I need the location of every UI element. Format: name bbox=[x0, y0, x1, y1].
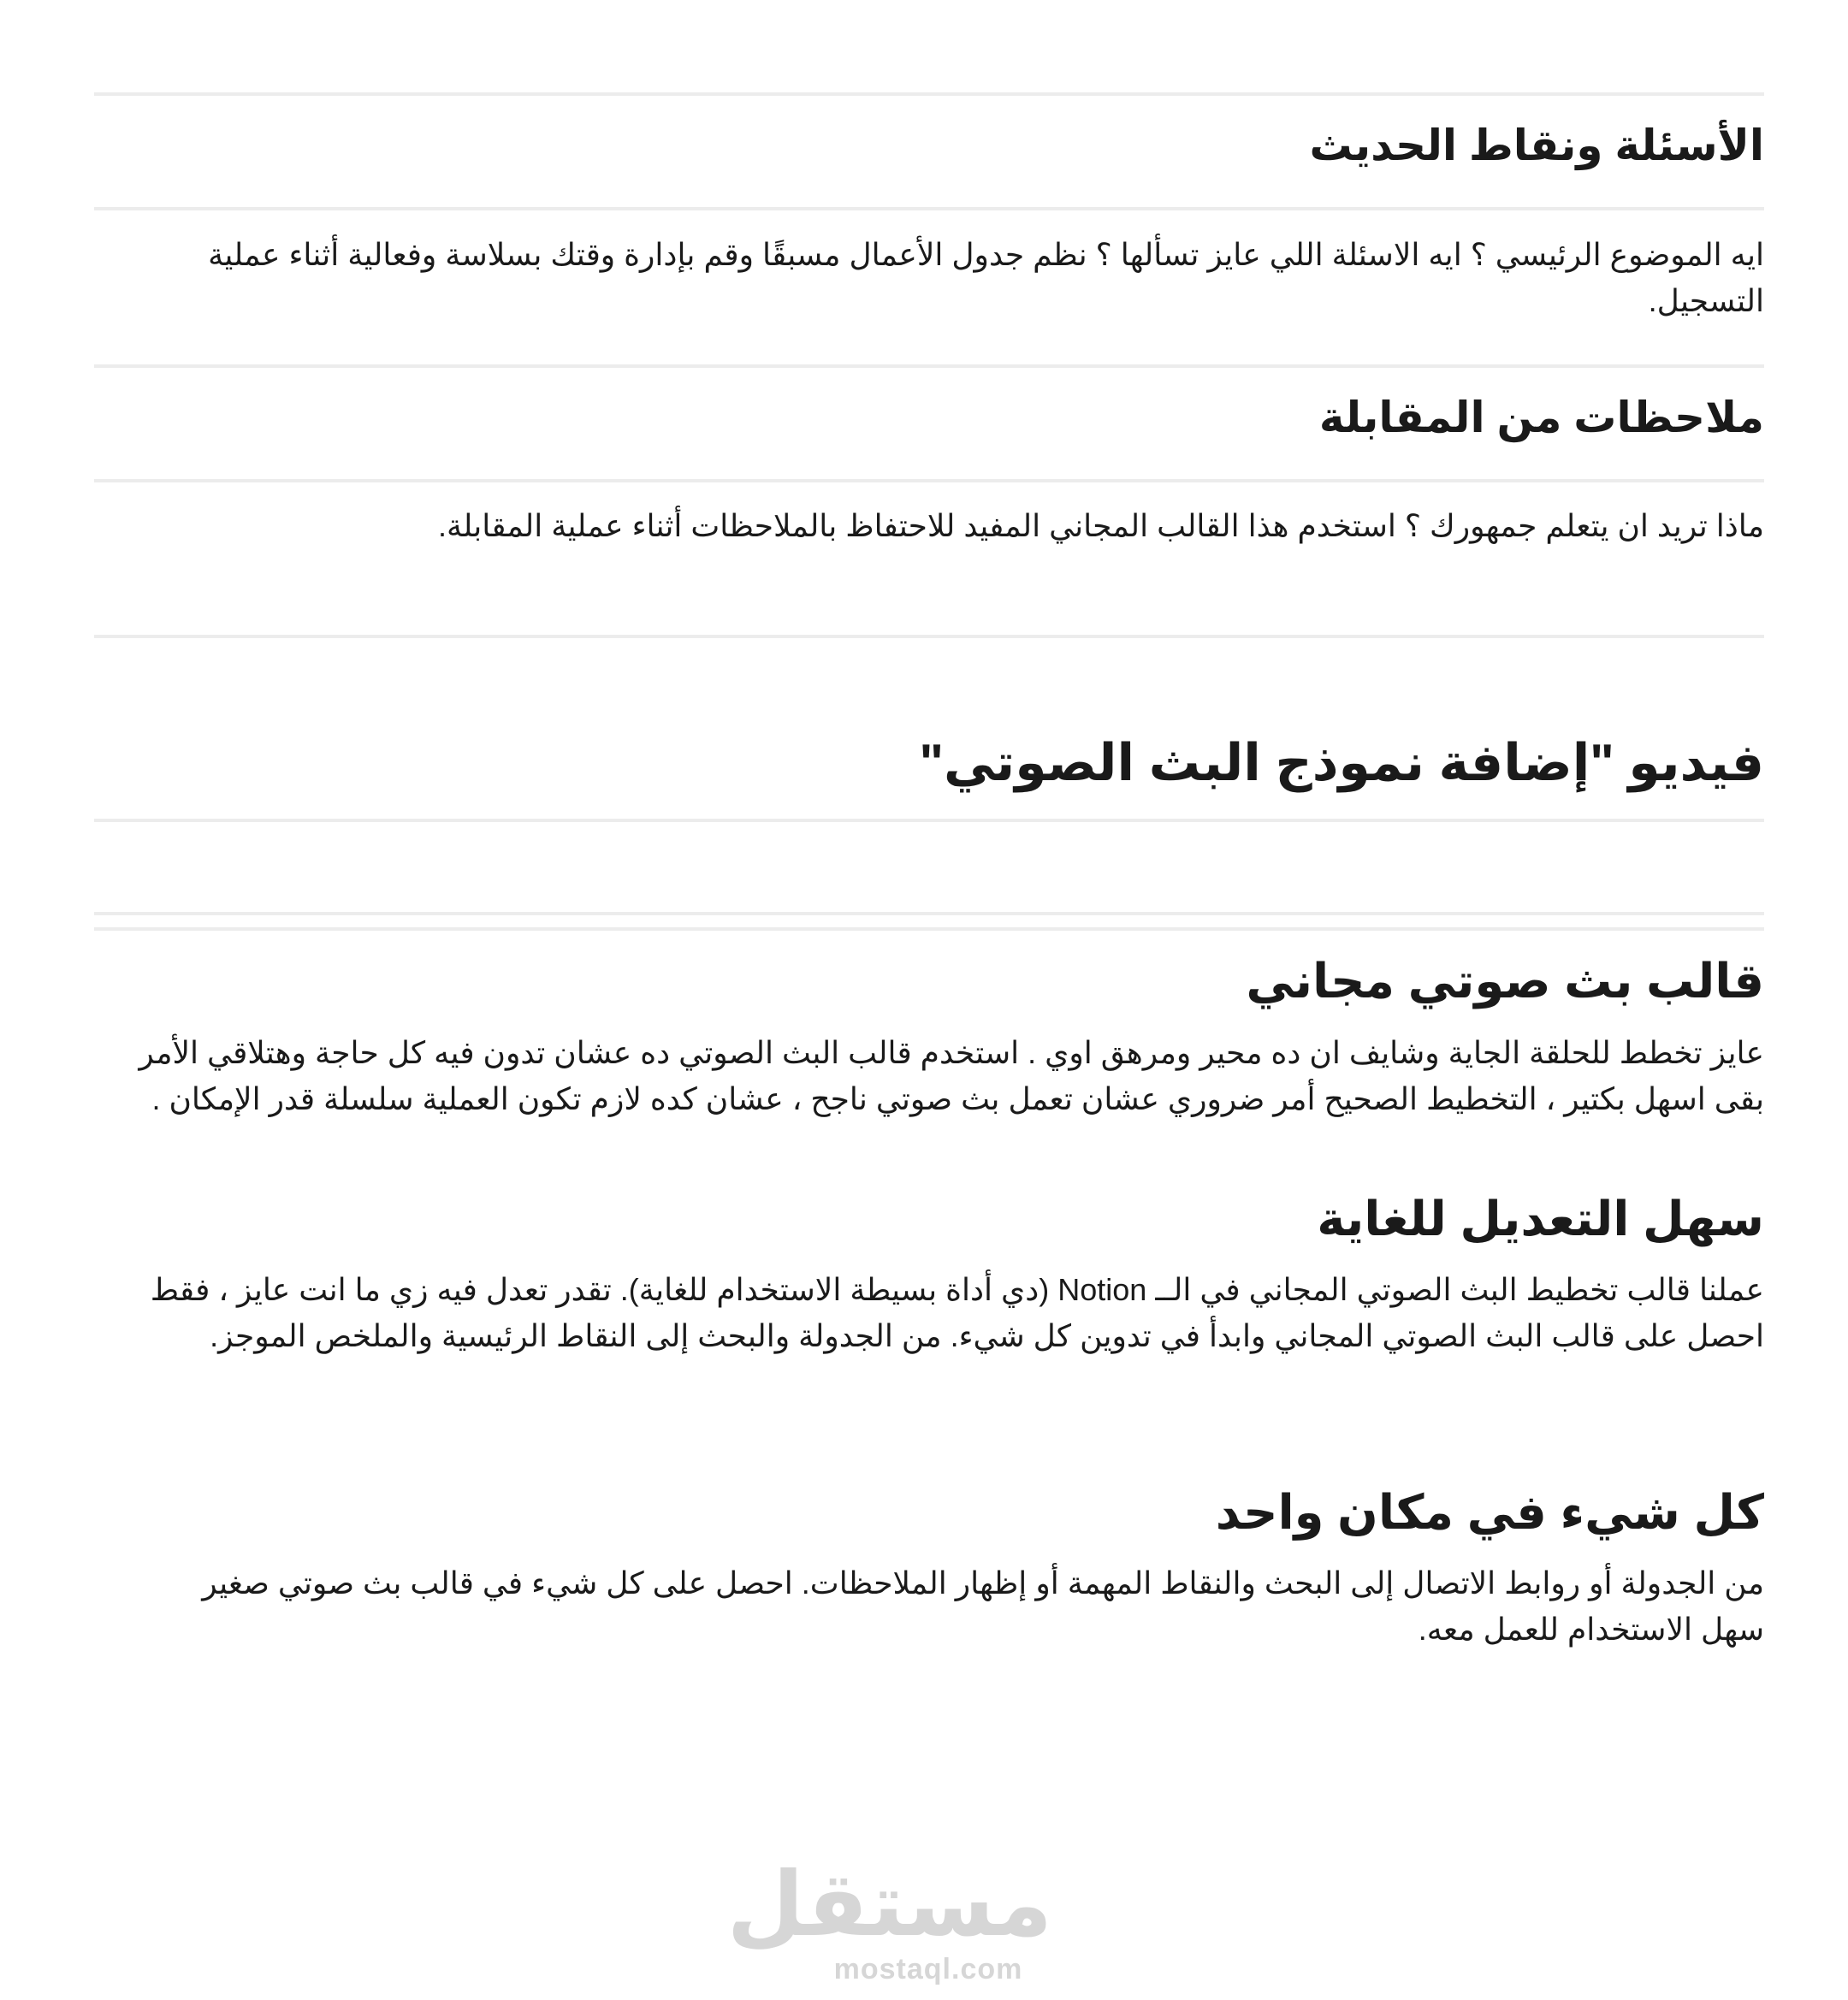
text-line: سهل الاستخدام للعمل معه. bbox=[1418, 1612, 1764, 1647]
divider bbox=[94, 635, 1764, 638]
mostaql-watermark bbox=[726, 1855, 1052, 1986]
text-line: ايه الموضوع الرئيسي ؟ ايه الاسئلة اللي عايز تسألها ؟ نظم جدول الأعمال مسبقًا وقم بإدارة وقتك بسلاسة وفعالية أثناء عملية bbox=[208, 237, 1764, 272]
text-line: عملنا قالب تخطيط البث الصوتي المجاني في الــ Notion (دي أداة بسيطة الاستخدام للغاية). تقدر تعدل فيه زي ما انت عايز ، فقط bbox=[150, 1272, 1764, 1307]
section-title-easy-edit: سهل التعديل للغاية bbox=[1317, 1192, 1764, 1246]
watermark-logo: مستقل bbox=[726, 1855, 1052, 1955]
section-title-questions: الأسئلة ونقاط الحديث bbox=[1309, 121, 1764, 169]
text-line: احصل على قالب البث الصوتي المجاني وابدأ في تدوين كل شيء. من الجدولة والبحث إلى النقاط الرئيسية والملخص الموجز. bbox=[210, 1318, 1764, 1353]
divider bbox=[94, 819, 1764, 822]
document-page bbox=[94, 0, 1764, 2000]
divider bbox=[94, 479, 1764, 482]
text-line: عايز تخطط للحلقة الجاية وشايف ان ده محير ومرهق اوي . استخدم قالب البث الصوتي ده عشان تدون فيه كل حاجة وهتلاقي الأمر bbox=[139, 1035, 1764, 1070]
section-title-free-template: قالب بث صوتي مجاني bbox=[1246, 954, 1764, 1008]
text-line: بقى اسهل بكتير ، التخطيط الصحيح أمر ضروري عشان تعمل بث صوتي ناجح ، عشان كده لازم تكون العملية سلسلة قدر الإمكان . bbox=[151, 1081, 1764, 1116]
section-title-notes: ملاحظات من المقابلة bbox=[1318, 393, 1764, 441]
text-line: من الجدولة أو روابط الاتصال إلى البحث والنقاط المهمة أو إظهار الملاحظات. احصل على كل شيء في قالب بث صوتي صغير bbox=[202, 1565, 1764, 1601]
section-text-easy-edit bbox=[94, 1267, 1764, 1359]
divider bbox=[94, 927, 1764, 931]
section-text-one-place bbox=[94, 1560, 1764, 1653]
section-title-one-place: كل شيء في مكان واحد bbox=[1215, 1485, 1764, 1539]
section-text-questions bbox=[94, 232, 1764, 324]
text-line: التسجيل. bbox=[1648, 283, 1764, 318]
divider bbox=[94, 912, 1764, 915]
divider bbox=[94, 92, 1764, 96]
divider bbox=[94, 364, 1764, 368]
section-text-notes bbox=[94, 503, 1764, 549]
divider bbox=[94, 207, 1764, 210]
section-text-free-template bbox=[94, 1030, 1764, 1122]
section-title-video: فيديو "إضافة نموذج البث الصوتي" bbox=[919, 734, 1764, 791]
watermark-domain: mostaql.com bbox=[833, 1953, 1023, 1985]
text-line: ماذا تريد ان يتعلم جمهورك ؟ استخدم هذا القالب المجاني المفيد للاحتفاظ بالملاحظات أثناء عملية المقابلة. bbox=[438, 508, 1764, 543]
